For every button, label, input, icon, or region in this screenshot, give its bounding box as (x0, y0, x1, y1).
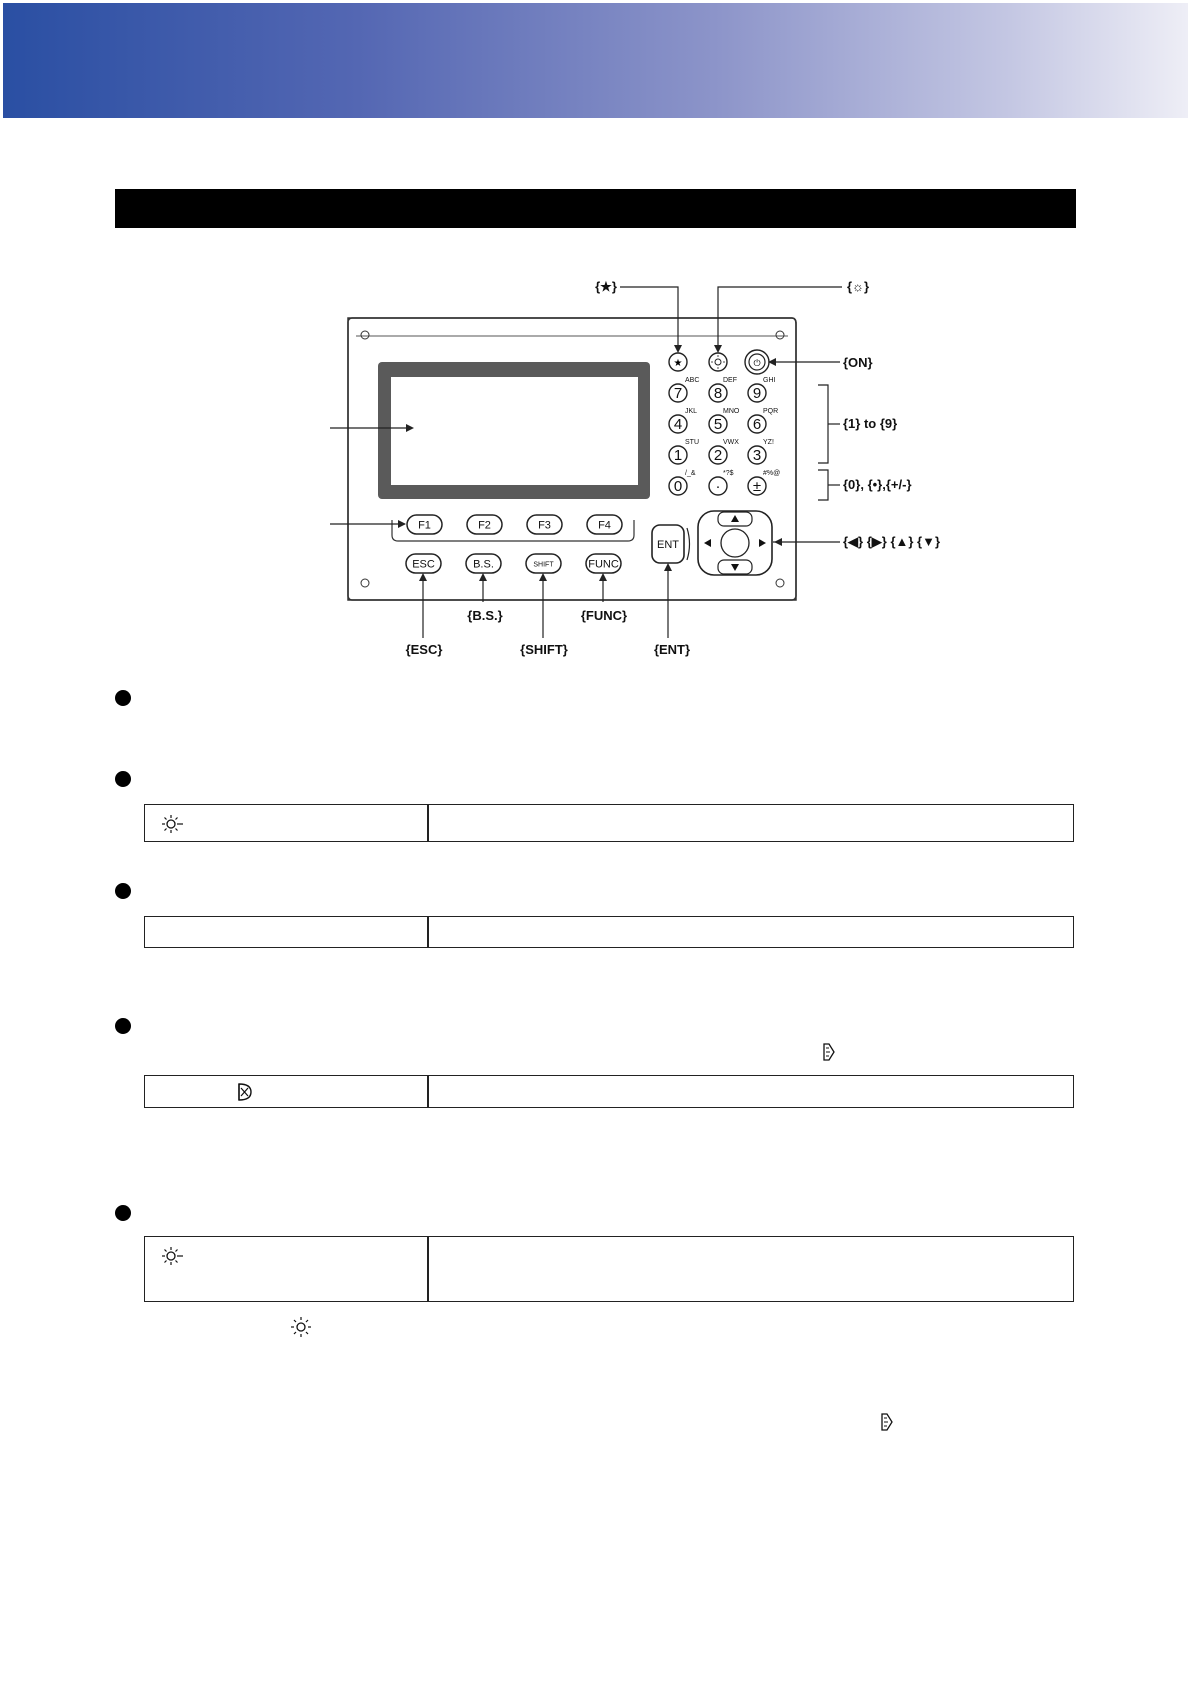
key-plus-minus[interactable] (748, 470, 780, 495)
callout-num-1-9: {1} to {9} (843, 416, 898, 431)
function-key-f2[interactable] (467, 515, 502, 534)
callout-ent: {ENT} (653, 642, 691, 657)
key-2[interactable] (709, 439, 739, 464)
bs-key-label: B.S. (473, 558, 494, 571)
svg-text:DEF: DEF (723, 377, 737, 384)
svg-text:±: ± (752, 478, 762, 495)
svg-text:9: 9 (752, 385, 762, 402)
key-4[interactable] (669, 408, 697, 433)
lamp-off-icon (233, 1081, 257, 1103)
star-icon: ★ (673, 358, 683, 369)
ent-key-label: ENT (657, 539, 679, 551)
callout-func: {FUNC} (580, 608, 628, 623)
svg-text:YZ!: YZ! (763, 439, 774, 446)
callout-esc: {ESC} (405, 642, 443, 657)
left-arrow-icon (704, 539, 711, 547)
right-arrow-icon (759, 539, 766, 547)
callout-shift: {SHIFT} (520, 642, 568, 657)
svg-text:/_&: /_& (685, 470, 696, 477)
keyboard-diagram (0, 0, 1191, 700)
shift-key[interactable] (526, 554, 561, 573)
callout-star: {★} (595, 279, 617, 294)
key-9[interactable] (748, 377, 776, 402)
svg-text:STU: STU (685, 439, 699, 446)
key-7[interactable] (669, 377, 699, 402)
bullet-5 (115, 1205, 131, 1221)
power-icon: ⏻ (753, 359, 761, 369)
svg-text:GHI: GHI (763, 377, 776, 384)
key-0[interactable] (669, 470, 696, 495)
ent-key[interactable] (652, 525, 690, 563)
f4-label: F4 (598, 519, 611, 532)
display-screen (391, 377, 638, 485)
bullet-4 (115, 1018, 131, 1034)
func-key-label: FUNC (588, 558, 619, 571)
key-6[interactable] (748, 408, 778, 433)
key-dot[interactable] (709, 470, 734, 495)
key-5[interactable] (709, 408, 740, 433)
callout-illumination: {☼} (846, 279, 870, 294)
function-key-f3[interactable] (527, 515, 562, 534)
table-empty (144, 916, 1074, 948)
esc-key-label: ESC (412, 558, 435, 571)
svg-text:2: 2 (713, 447, 723, 464)
bullet-1 (115, 690, 131, 706)
bullet-3 (115, 883, 131, 899)
shift-key-label: SHIFT (533, 561, 554, 569)
svg-text:7: 7 (673, 385, 683, 402)
svg-text:8: 8 (713, 385, 723, 402)
menu-icon (822, 1042, 836, 1062)
illumination-icon (161, 813, 185, 835)
arrow-pad[interactable] (698, 511, 772, 575)
f3-label: F3 (538, 519, 551, 532)
key-3[interactable] (748, 439, 774, 464)
function-key-f1[interactable] (407, 515, 442, 534)
svg-text:*?$: *?$ (723, 470, 734, 477)
svg-text:0: 0 (673, 478, 683, 495)
svg-text:5: 5 (713, 416, 723, 433)
f1-label: F1 (418, 519, 431, 532)
bs-key[interactable] (466, 554, 501, 573)
illumination-icon (161, 1245, 185, 1267)
svg-text:MNO: MNO (723, 408, 740, 415)
svg-text:3: 3 (752, 447, 762, 464)
bullet-2 (115, 771, 131, 787)
callout-bs: {B.S.} (467, 608, 503, 623)
table-illumination-2 (144, 1236, 1074, 1302)
svg-text:·: · (715, 478, 721, 495)
svg-text:6: 6 (752, 416, 762, 433)
callout-arrows: {◀} {▶} {▲} {▼} (843, 534, 941, 549)
numpad (669, 377, 780, 495)
illumination-key[interactable] (709, 353, 727, 371)
svg-text:4: 4 (673, 416, 683, 433)
func-key[interactable] (586, 554, 621, 573)
callout-num-0-dot-pm: {0}, {•},{+/-} (843, 477, 912, 492)
function-key-f4[interactable] (587, 515, 622, 534)
star-key[interactable] (669, 353, 687, 371)
svg-text:ABC: ABC (685, 377, 700, 384)
svg-text:JKL: JKL (685, 408, 698, 415)
f2-label: F2 (478, 519, 491, 532)
svg-text:PQR: PQR (763, 408, 779, 415)
power-on-key[interactable] (745, 350, 769, 374)
callout-on: {ON} (843, 355, 873, 370)
illumination-icon (290, 1316, 312, 1338)
svg-text:1: 1 (673, 447, 683, 464)
key-8[interactable] (709, 377, 737, 402)
svg-text:#%@: #%@ (763, 470, 781, 477)
table-lamp-off (144, 1075, 1074, 1108)
svg-text:VWX: VWX (723, 439, 739, 446)
esc-key[interactable] (406, 554, 441, 573)
key-1[interactable] (669, 439, 699, 464)
menu-icon (880, 1412, 894, 1432)
table-illumination (144, 804, 1074, 842)
